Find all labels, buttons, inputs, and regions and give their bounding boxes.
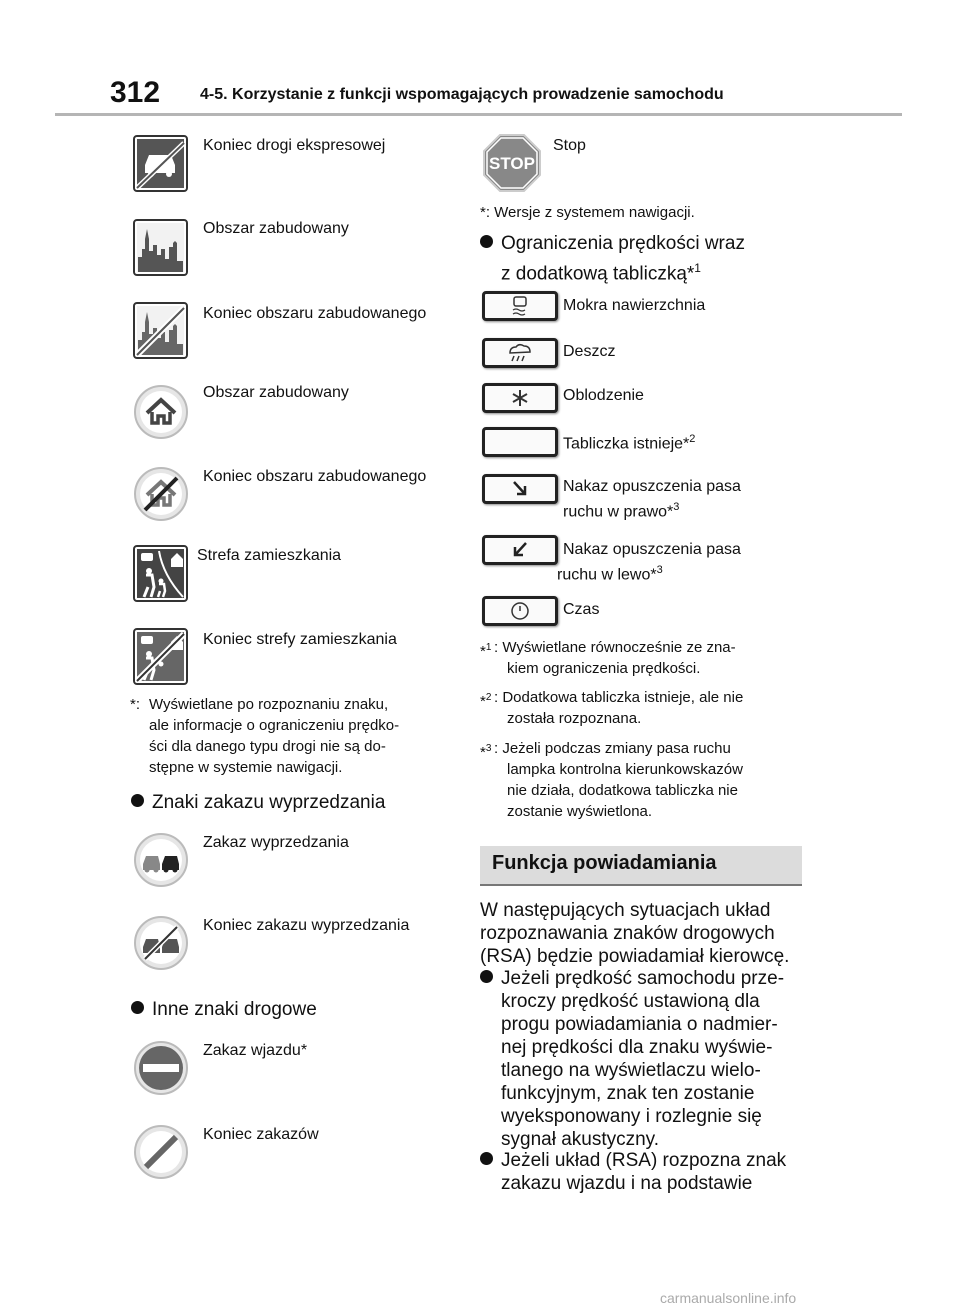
note-navigation-versions: *: Wersje z systemem nawigacji. [480, 204, 695, 221]
plate-label: Nakaz opuszczenia pasa ruchu w prawo*$^3$ [563, 478, 741, 521]
plate-label: Tabliczka istnieje*$^2$ [563, 433, 696, 453]
sign-label: Zakaz wjazdu* [203, 1042, 308, 1059]
section-heading: Funkcja powiadamiania [480, 846, 802, 886]
bullet-icon [480, 1152, 493, 1165]
rain-icon [482, 338, 558, 368]
plate-label: Czas [563, 601, 600, 618]
heading-other-signs: Inne znaki drogowe [131, 998, 317, 1022]
snowflake-icon [482, 383, 558, 413]
footnote-3: *$^3$ : Jeżeli podczas zmiany pasa ruchu lampka kontrolna kierunkowskazów nie działa, dodatkowa tabliczka nie zostanie wyświetlona. [480, 740, 743, 820]
built-up-area-icon [133, 219, 188, 276]
end-built-up-area-icon [133, 302, 188, 359]
sign-label: Koniec zakazów [203, 1126, 319, 1143]
sign-label: Obszar zabudowany [203, 220, 349, 237]
bullet-icon [480, 235, 493, 248]
no-overtaking-icon [133, 832, 189, 888]
end-expressway-icon [133, 135, 188, 192]
bullet-speed-exceeded: Jeżeli prędkość samochodu prze- kroczy prędkość ustawioną dla progu powiadamiania o nadmier- nej prędkości dla znaku wyświe- tlanego na wyświetlaczu wielo- funkcyjnym, znak ten zostanie wyeksponowany i rozlegnie się sygnał akustyczny. [480, 967, 784, 1151]
page-number: 312 [110, 76, 161, 109]
bullet-icon [131, 794, 144, 807]
bullet-icon [480, 970, 493, 983]
sign-label: Stop [553, 137, 586, 154]
chapter-title: 4-5. Korzystanie z funkcji wspomagających prowadzenie samochodu [200, 86, 724, 103]
built-up-area-home-icon [133, 384, 189, 440]
sign-label: Koniec zakazu wyprzedzania [203, 917, 410, 934]
stop-sign-text: STOP [489, 154, 535, 173]
residential-zone-icon [133, 545, 188, 602]
wet-road-icon [482, 291, 558, 321]
bullet-no-entry: Jeżeli układ (RSA) rozpozna znak zakazu wjazdu i na podstawie [480, 1149, 786, 1195]
no-entry-icon [133, 1040, 189, 1096]
sign-label: Obszar zabudowany [203, 384, 349, 401]
plate-label: Deszcz [563, 343, 616, 360]
stop-sign-icon [482, 133, 542, 193]
footnote-2: *$^2$ : Dodatkowa tabliczka istnieje, ale nie została rozpoznana. [480, 689, 744, 727]
intro-paragraph: W następujących sytuacjach układ rozpoznawania znaków drogowych (RSA) będzie powiadamiał kierowcę. [480, 900, 790, 967]
sign-label: Koniec strefy zamieszkania [203, 631, 397, 648]
plate-label: Oblodzenie [563, 387, 644, 404]
blank-plate-icon [482, 427, 558, 457]
arrow-down-right-icon [482, 474, 558, 504]
header-rule [55, 113, 902, 116]
note-navigation-unavailable: *: Wyświetlane po rozpoznaniu znaku, ale informacje o ograniczeniu prędko- ści dla danego typu drogi nie są do- stępne w systemie nawigacji. [130, 696, 400, 776]
footnote-1: *$^1$ : Wyświetlane równocześnie ze zna- kiem ograniczenia prędkości. [480, 639, 736, 677]
plate-label: Mokra nawierzchnia [563, 297, 706, 314]
plate-label: Nakaz opuszczenia pasa ruchu w lewo*$^3$ [557, 541, 741, 584]
footer-watermark: carmanualsonline.info [660, 1290, 797, 1306]
heading-no-overtaking: Znaki zakazu wyprzedzania [131, 791, 385, 815]
sign-label: Strefa zamieszkania [197, 547, 342, 564]
arrow-down-left-icon [482, 535, 558, 565]
clock-icon [482, 596, 558, 626]
end-residential-zone-icon [133, 628, 188, 685]
end-no-overtaking-icon [133, 915, 189, 971]
end-of-restrictions-icon [133, 1124, 189, 1180]
sign-label: Koniec drogi ekspresowej [203, 137, 386, 154]
sign-label: Koniec obszaru zabudowanego [203, 468, 427, 485]
sign-label: Zakaz wyprzedzania [203, 834, 349, 851]
heading-speed-plates: Ograniczenia prędkości wraz z dodatkową tabliczką*$^1$ [480, 232, 745, 286]
sign-label: Koniec obszaru zabudowanego [203, 305, 427, 322]
end-built-up-area-home-icon [133, 466, 189, 522]
bullet-icon [131, 1001, 144, 1014]
